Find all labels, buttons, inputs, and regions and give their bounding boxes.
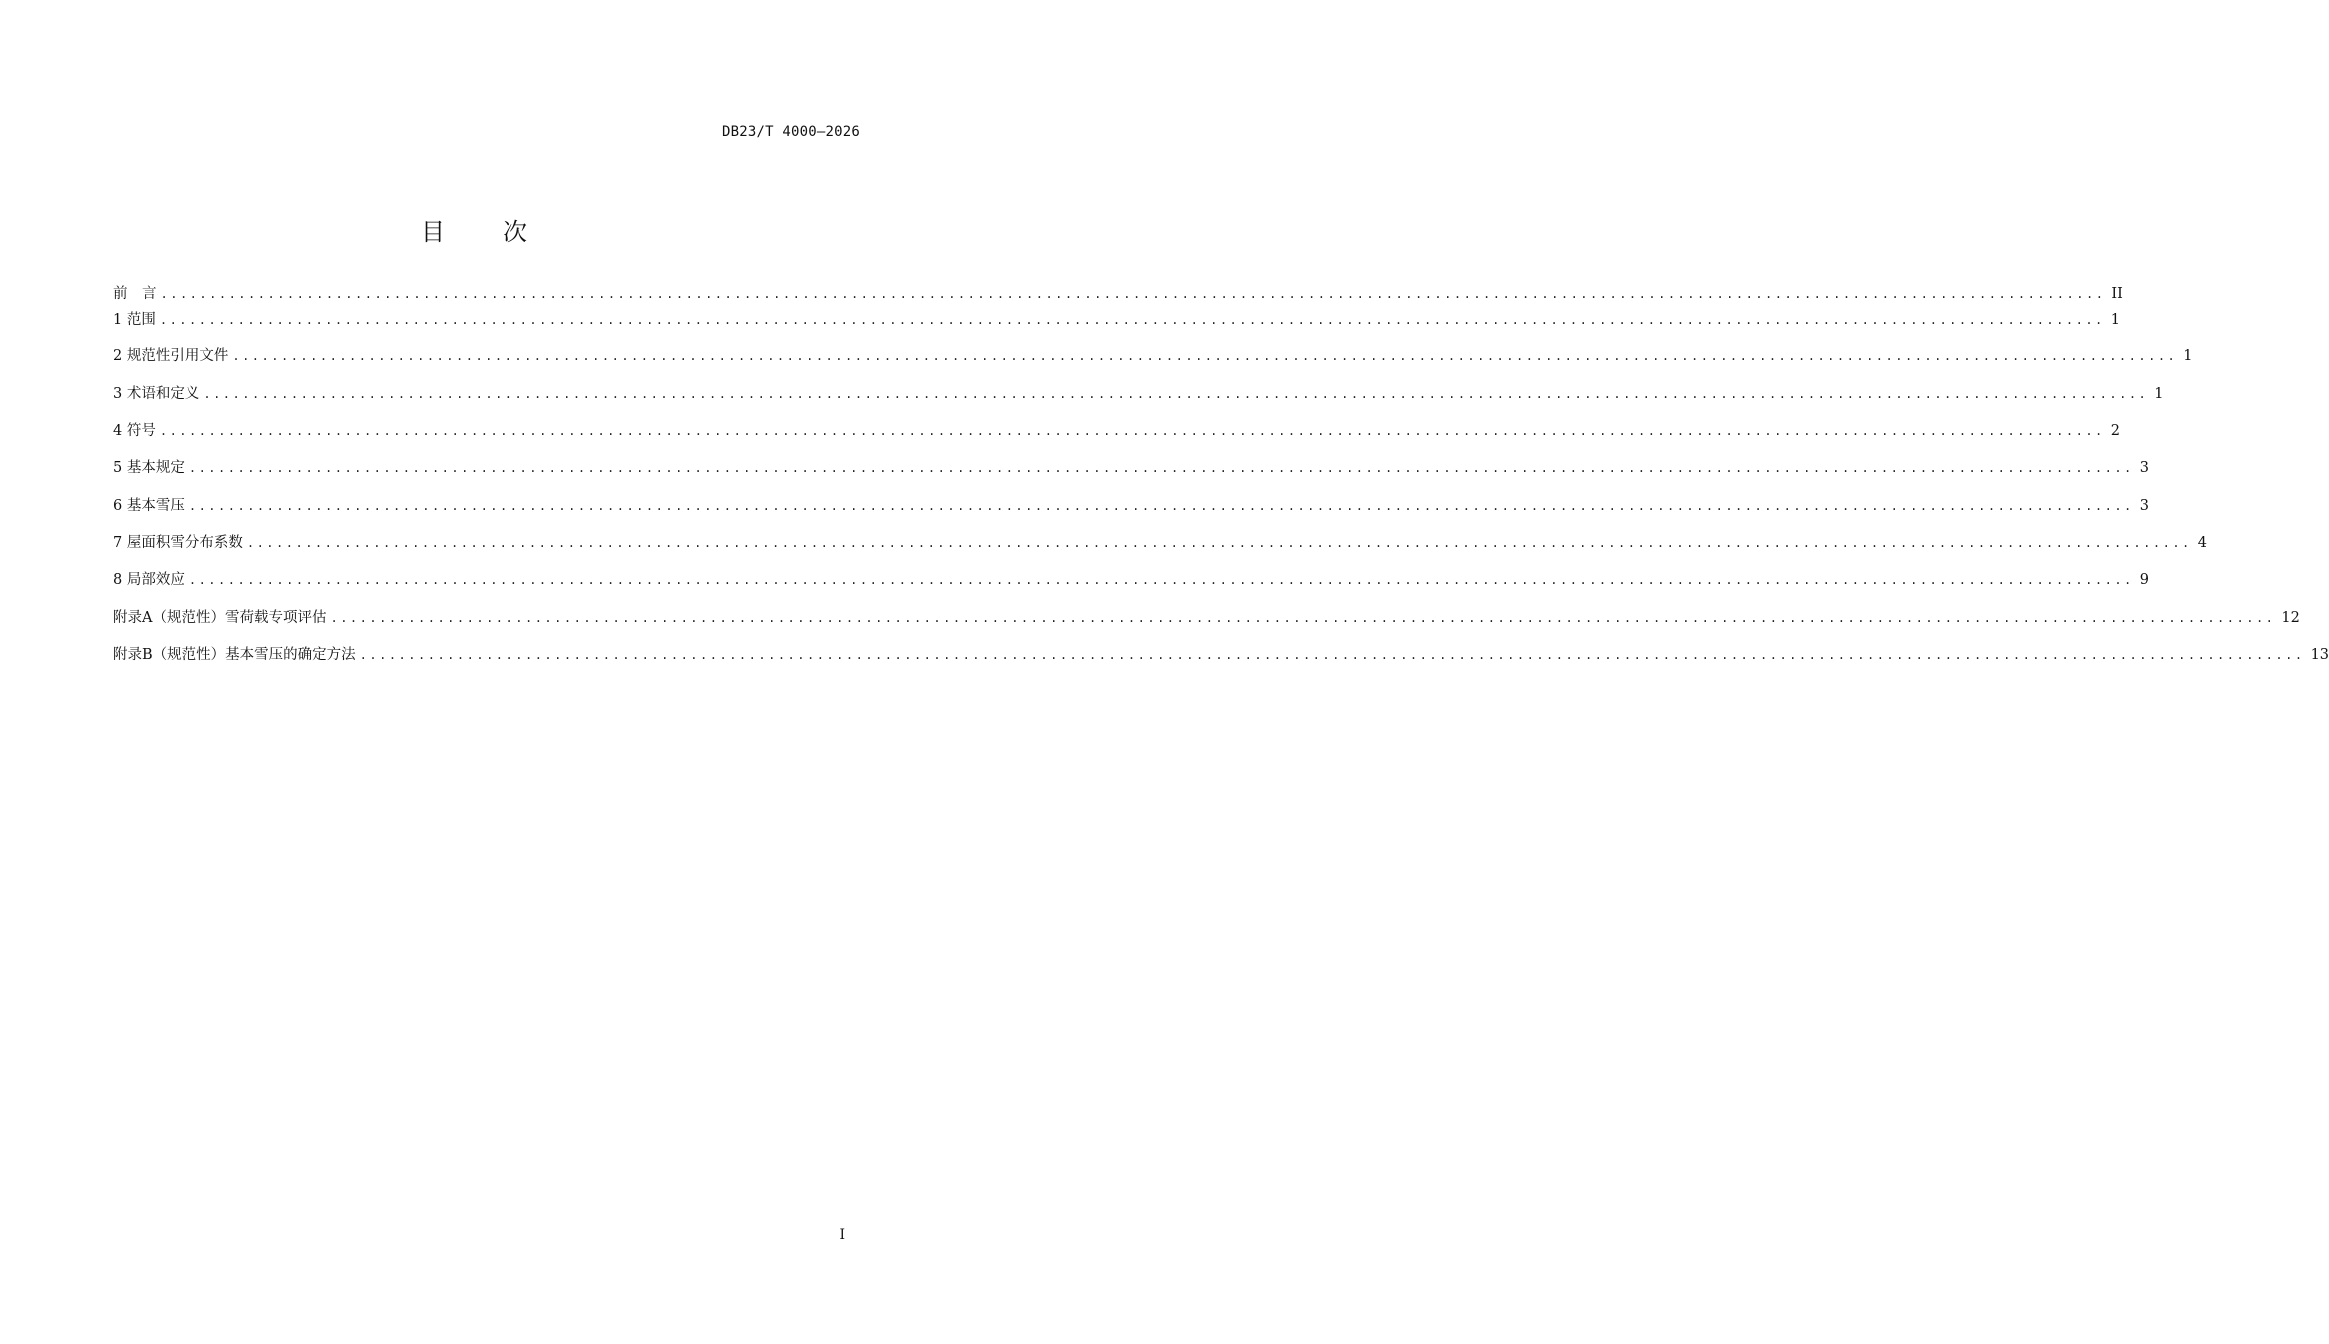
toc-entry-page: II	[2111, 286, 2123, 302]
page-title	[0, 212, 950, 247]
toc-entry-normative-references[interactable]	[113, 345, 2193, 367]
toc-entry-appendix-b[interactable]	[113, 644, 2329, 666]
toc-leader-dots: ........................................................................................................................................................................................................	[188, 573, 2134, 587]
toc-entry-label: 2 规范性引用文件	[113, 348, 229, 364]
title-char-right: 次	[503, 218, 529, 246]
toc-entry-label: 6 基本雪压	[113, 498, 185, 514]
toc-entry-page: 1	[2183, 348, 2193, 364]
toc-entry-label: 8 局部效应	[113, 572, 185, 588]
toc-entry-basic-provisions[interactable]	[113, 457, 2149, 479]
toc-entry-basic-snow-pressure[interactable]	[113, 495, 2149, 517]
toc-leader-dots: ........................................................................................................................................................................................................	[159, 313, 2105, 327]
toc-entry-scope[interactable]	[113, 309, 2120, 331]
toc-entry-page: 12	[2281, 610, 2300, 626]
page-number: I	[839, 1227, 845, 1243]
toc-leader-dots: ........................................................................................................................................................................................................	[330, 611, 2276, 625]
toc-entry-label: 前 言	[113, 286, 157, 302]
title-char-left: 目	[421, 218, 447, 246]
toc-leader-dots: ........................................................................................................................................................................................................	[232, 349, 2178, 363]
toc-leader-dots: ........................................................................................................................................................................................................	[203, 387, 2149, 401]
toc-entry-label: 附录B（规范性）基本雪压的确定方法	[113, 647, 356, 663]
toc-leader-dots: ........................................................................................................................................................................................................	[246, 536, 2192, 550]
toc-entry-appendix-a[interactable]	[113, 607, 2300, 629]
document-code: DB23/T 4000—2026	[721, 124, 860, 140]
toc-entry-page: 3	[2139, 498, 2149, 514]
toc-entry-roof-snow-distribution[interactable]	[113, 532, 2207, 554]
toc-entry-page: 9	[2139, 572, 2149, 588]
toc-entry-page: 3	[2139, 460, 2149, 476]
toc-entry-page: 13	[2310, 647, 2329, 663]
toc-entry-page: 2	[2110, 423, 2120, 439]
toc-entry-label: 5 基本规定	[113, 460, 185, 476]
toc-entry-page: 1	[2154, 386, 2164, 402]
toc-entry-label: 7 屋面积雪分布系数	[113, 535, 243, 551]
toc-entry-symbols[interactable]	[113, 420, 2120, 442]
toc-leader-dots: ........................................................................................................................................................................................................	[188, 499, 2134, 513]
toc-leader-dots: ........................................................................................................................................................................................................	[188, 461, 2134, 475]
toc-entry-page: 1	[2110, 312, 2120, 328]
toc-entry-label: 附录A（规范性）雪荷载专项评估	[113, 610, 327, 626]
toc-entry-label: 1 范围	[113, 312, 156, 328]
toc-leader-dots: ........................................................................................................................................................................................................	[159, 424, 2105, 438]
toc-entry-label: 4 符号	[113, 423, 156, 439]
toc-entry-page: 4	[2197, 535, 2207, 551]
toc-leader-dots: ........................................................................................................................................................................................................	[160, 287, 2106, 301]
toc-entry-foreword[interactable]	[113, 283, 2123, 305]
toc-entry-terms-definitions[interactable]	[113, 383, 2164, 405]
toc-entry-local-effects[interactable]	[113, 569, 2149, 591]
toc-leader-dots: ........................................................................................................................................................................................................	[359, 648, 2305, 662]
toc-entry-label: 3 术语和定义	[113, 386, 200, 402]
